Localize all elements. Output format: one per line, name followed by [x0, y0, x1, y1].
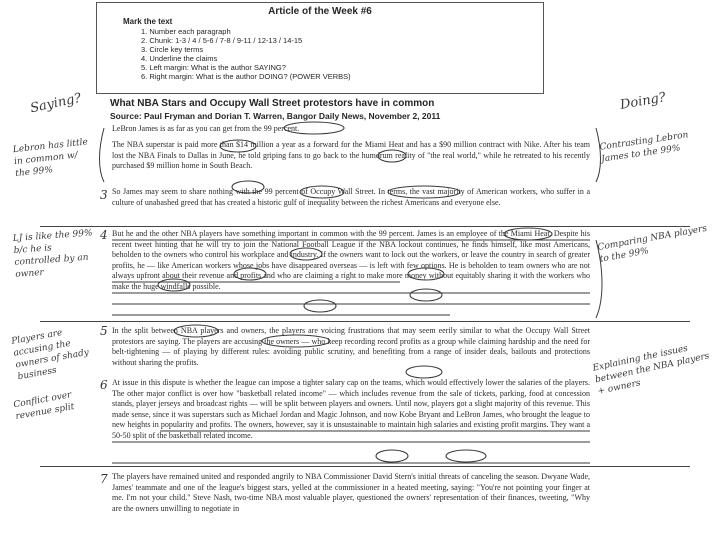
annotation-doing: Doing?	[618, 90, 667, 113]
chunk-divider	[40, 466, 690, 467]
paragraph-4: But he and the other NBA players have something important in common with the 99 percent. James is an employee of the Miami Heat. Despite his recent tweet hinting that he will try to join the National Football League if the NBA lockout continues, he finds himself, like most Americans, beholden to the owners who control his workplace and industry. If the owners want to lock out the workers, or leave the country in search of greater profits, he — like American workers whose jobs have disappeared overseas — is left with few options. He is beholden to team owners who are not always upfront about their revenue and profits and who are claiming a right to make more money without equitably sharing it with the workers who make the huge windfalls possible.	[112, 229, 590, 291]
annotation-right-1: Contrasting Lebron James to the 99%	[599, 130, 690, 165]
paragraph-number-6: 6	[100, 378, 108, 392]
annotation-left-2: LJ is like the 99% b/c he is controlled by an owner	[12, 228, 93, 280]
instruction-step: 2. Chunk: 1-3 / 4 / 5-6 / 7-8 / 9-11 / 12-13 / 14-15	[141, 36, 303, 45]
article-title: What NBA Stars and Occupy Wall Street protestors have in common	[110, 98, 435, 109]
paragraph-number-5: 5	[100, 324, 108, 338]
mark-the-text-heading: Mark the text	[123, 17, 173, 26]
paragraph-number-7: 7	[100, 472, 108, 486]
instruction-step: 6. Right margin: What is the author DOING? (POWER VERBS)	[141, 72, 351, 81]
paragraph-number-4: 4	[100, 228, 108, 242]
annotation-right-2: Comparing NBA players to the 99%	[596, 223, 708, 265]
instruction-step: 1. Number each paragraph	[141, 27, 231, 36]
instructions-box	[96, 2, 544, 94]
paragraph-3: So James may seem to share nothing with the 99 percent of Occupy Wall Street. In terms, the vast majority of American workers, who suffer in a culture of unabashed greed that has created a historic gulf of inequality between the richest Americans and everyone else.	[112, 187, 590, 207]
bracket-mark	[100, 128, 105, 182]
paragraph-2: The NBA superstar is paid more than $14 million a year as a forward for the Miami Heat and has a $90 million contract with Nike. After his team lost the NBA Finals to Dallas in June, he told griping fans to go back to the humdrum reality of "the real world," while he retreated to his recently purchased $9 million home in South Beach.	[112, 140, 590, 170]
annotation-left-3: Players are accusing the owners of shady business	[10, 328, 90, 383]
instruction-step: 5. Left margin: What is the author SAYING?	[141, 63, 286, 72]
chunk-divider	[40, 321, 690, 322]
annotation-left-1: Lebron has little in common w/ the 99%	[12, 137, 89, 180]
paragraph-number-3: 3	[100, 188, 108, 202]
annotation-left-4: Conflict over revenue split	[12, 390, 76, 423]
instruction-step: 3. Circle key terms	[141, 45, 204, 54]
instruction-step: 4. Underline the claims	[141, 54, 218, 63]
paragraph-6: At issue in this dispute is whether the league can impose a tighter salary cap on the teams, which would effectively lower the salaries of the players. The other major conflict is over how "basketball related income" — which includes revenue from the sale of tickets, parking, food at concession stands, player jerseys and broadcast rights — will be split between players and owners. Until now, players got a slight majority of this revenue. This made sense, since it was superstars such as Michael Jordan and Magic Johnson, and now Kobe Bryant and LeBron James, who brought the league to new heights in popularity and profits. The owners, however, say it is unsustainable to maintain high salaries and existing profit margins. They want a 50-50 split of the basketball related income.	[112, 378, 590, 440]
chunk-divider	[40, 226, 690, 227]
instruction-steps	[141, 27, 351, 81]
circle-mark	[446, 450, 486, 462]
paragraph-5: In the split between NBA players and owners, the players are voicing frustrations that may seem eerily similar to what the Occupy Wall Street protestors are saying. The players are accusing the owners — who keep recording record profits as a group while claiming hardship and the need for belt-tightening — of playing by different rules: avoiding public scrutiny, and benefiting from a range of insider deals, bailouts and protections without sharing the profits.	[112, 326, 590, 367]
paragraph-1: LeBron James is as far as you can get from the 99 percent.	[112, 124, 300, 133]
annotation-right-3: Explaining the issues between the NBA players + owners	[591, 343, 711, 398]
paragraph-7: The players have remained united and responded angrily to NBA Commissioner David Stern's initial threats of canceling the season. Dwyane Wade, James' teammate and one of the league's biggest stars, yelled at the commissioner in a heated meeting, saying: "You're not pointing your finger at me. I'm not your child." Steve Nash, two-time NBA most valuable player, questioned the owners' representation of their finances, tweeting, "Why are the owners unwilling to negotiate in	[112, 472, 590, 513]
worksheet-title: Article of the Week #6	[268, 6, 372, 17]
annotation-saying: Saying?	[28, 90, 83, 117]
article-source: Source: Paul Fryman and Dorian T. Warren, Bangor Daily News, November 2, 2011	[110, 111, 441, 121]
circle-mark	[304, 300, 336, 312]
circle-mark	[376, 450, 408, 462]
